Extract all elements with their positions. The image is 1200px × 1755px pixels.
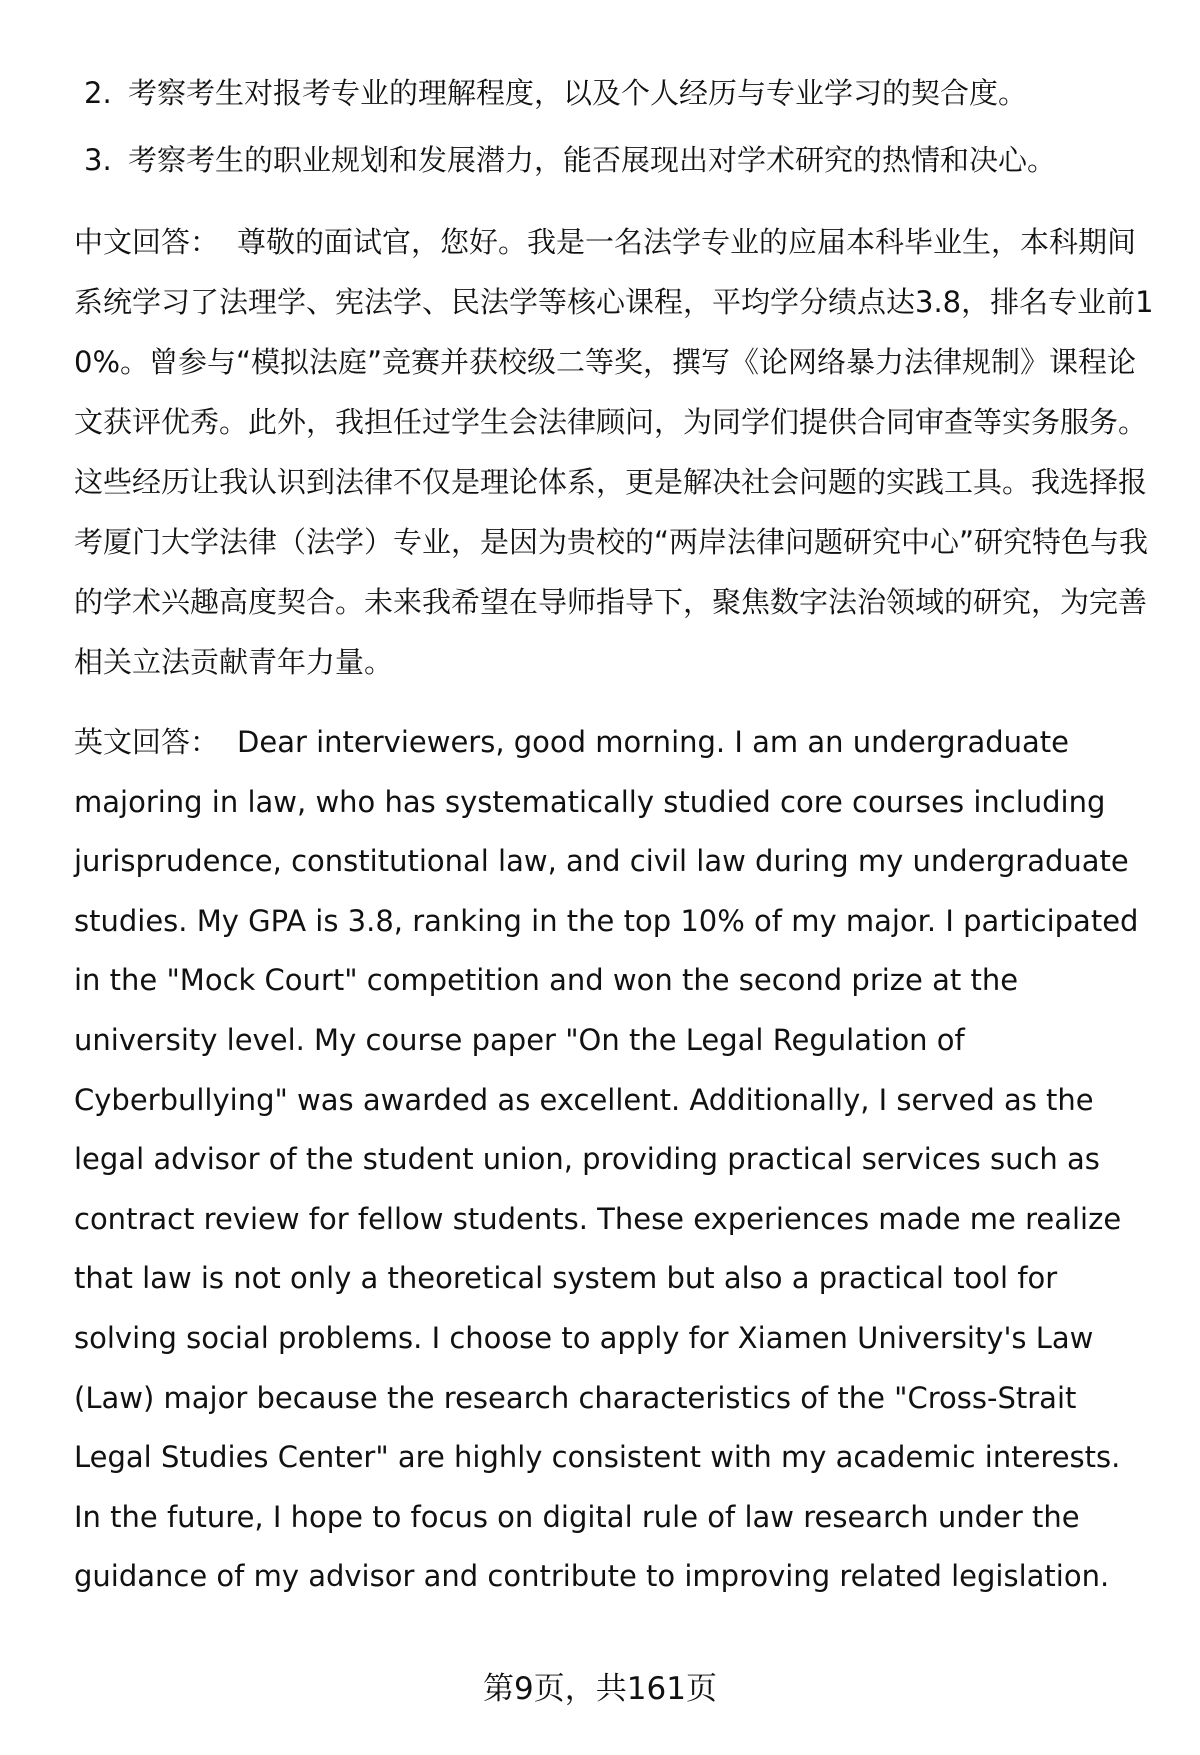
list-item [74,127,1134,194]
english-answer-text: Dear interviewers, good morning. I am an undergraduate majoring in law, who has systematically studied core courses including jurisprudence, constitutional law, and civil law during my undergraduate studies. My GPA is 3.8, ranking in the top 10% of my major. I participated in the "Mock Court" competition and won the second prize at the university level. My course paper "On the Legal Regulation of Cyberbullying" was awarded as excellent. Additionally, I served as the legal advisor of the student union, providing practical services such as contract review for fellow students. These experiences made me realize that law is not only a theoretical system but also a practical tool for solving social problems. I choose to apply for Xiamen University's Law (Law) major because the research characteristics of the "Cross-Strait Legal Studies Center" are highly consistent with my academic interests. In the future, I hope to focus on digital rule of law research under the guidance of my advisor and contribute to improving related legislation. [74,725,1139,1594]
chinese-answer-text: 尊敬的面试官，您好。我是一名法学专业的应届本科毕业生，本科期间系统学习了法理学、宪法学、民法学等核心课程，平均学分绩点达3.8，排名专业前10%。曾参与“模拟法庭”竞赛并获校级二等奖，撰写《论网络暴力法律规制》课程论文获评优秀。此外，我担任过学生会法律顾问，为同学们提供合同审查等实务服务。这些经历让我认识到法律不仅是理论体系，更是解决社会问题的实践工具。我选择报考厦门大学法律（法学）专业，是因为贵校的“两岸法律问题研究中心”研究特色与我的学术兴趣高度契合。未来我希望在导师指导下，聚焦数字法治领域的研究，为完善相关立法贡献青年力量。 [74,225,1154,679]
list-item-text: 考察考生对报考专业的理解程度，以及个人经历与专业学习的契合度。 [128,76,1028,110]
list-item [74,60,1134,127]
chinese-answer-paragraph [74,212,1154,692]
evaluation-list [74,60,1134,194]
english-answer-label: 英文回答： [74,725,220,759]
list-item-number: 3. [84,143,112,177]
english-answer-paragraph [74,713,1154,1607]
list-item-text: 考察考生的职业规划和发展潜力，能否展现出对学术研究的热情和决心。 [128,143,1057,177]
page-number-footer: 第9页，共161页 [483,1671,717,1707]
chinese-answer-label: 中文回答： [74,225,220,259]
list-item-number: 2. [84,76,112,110]
